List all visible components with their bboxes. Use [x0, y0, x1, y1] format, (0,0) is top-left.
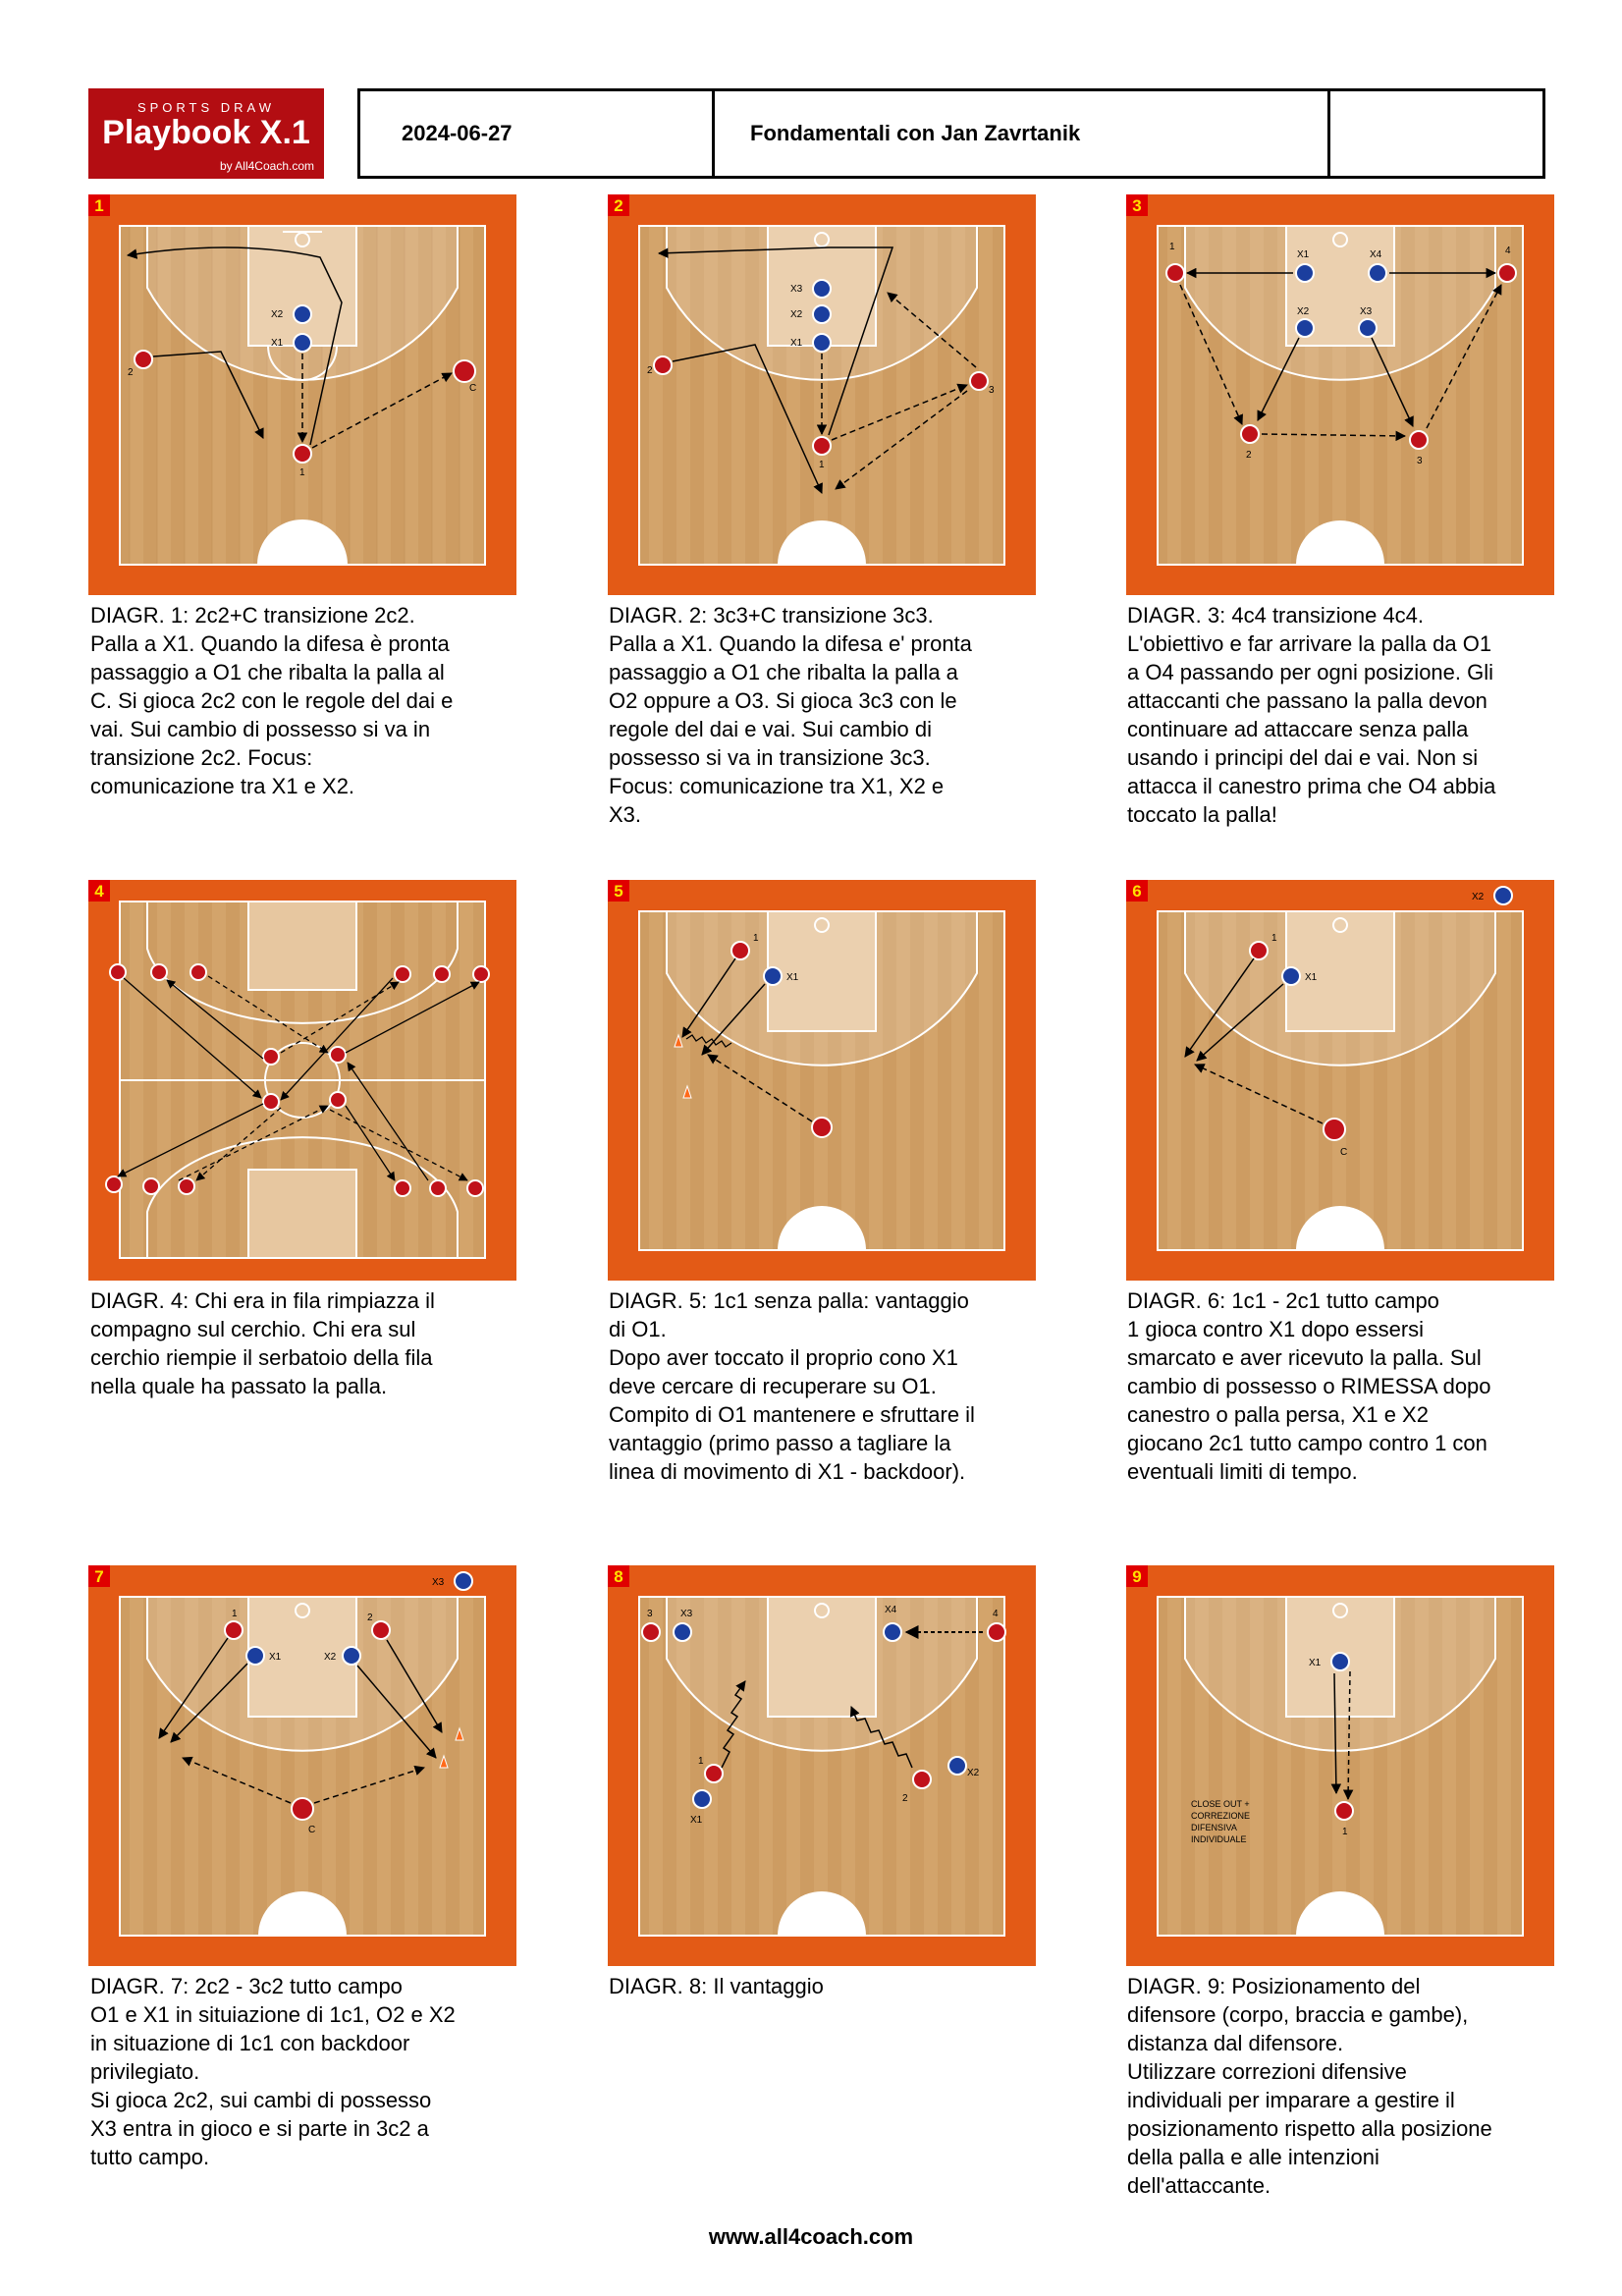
- player-x2: [294, 305, 311, 323]
- caption-9: DIAGR. 9: Posizionamento del difensore (corpo, braccia e gambe), distanza dal difensore. Utilizzare correzioni difensive individuali per imparare a gestire il posizionamento rispetto alla posizione della palla e alle intenzioni dell'attaccante.: [1127, 1974, 1492, 2198]
- player-x2: [948, 1757, 966, 1775]
- note-line-2: CORREZIONE: [1191, 1811, 1251, 1821]
- label-x2: X2: [967, 1768, 980, 1778]
- label-x3: X3: [1360, 306, 1373, 317]
- diagram-4: [88, 880, 516, 1281]
- header-extra-box: [1327, 88, 1545, 179]
- caption-4: DIAGR. 4: Chi era in fila rimpiazza il compagno sul cerchio. Chi era sul cerchio riempie il serbatoio della fila nella quale ha passato la palla.: [90, 1288, 435, 1398]
- caption-7: DIAGR. 7: 2c2 - 3c2 tutto campo O1 e X1 in situiazione di 1c1, O2 e X2 in situazione di 1c1 con backdoor privilegiato. Si gioca 2c2, sui cambi di possesso X3 entra in gioco e si parte in 3c2 a tutto campo.: [90, 1974, 456, 2169]
- label-x1: X1: [1297, 249, 1310, 260]
- players-top-right: [395, 966, 489, 982]
- header-title-box: [712, 88, 1330, 179]
- player-c: [1324, 1119, 1345, 1140]
- caption-8: DIAGR. 8: Il vantaggio: [609, 1974, 824, 1998]
- label-2: 2: [902, 1793, 908, 1804]
- label-3: 3: [647, 1609, 653, 1619]
- logo-top-text: SPORTS DRAW: [136, 100, 276, 115]
- player-x3: [455, 1572, 472, 1590]
- player-x2: [813, 305, 831, 323]
- label-2: 2: [647, 365, 653, 376]
- diagram-9: [1126, 1565, 1554, 1966]
- player-2: [654, 356, 672, 374]
- player-1: [294, 445, 311, 463]
- player-2: [135, 351, 152, 368]
- label-x1: X1: [690, 1815, 703, 1826]
- note-line-4: INDIVIDUALE: [1191, 1834, 1247, 1844]
- player-2: [372, 1621, 390, 1639]
- player-x1: [1282, 967, 1300, 985]
- player-x1: [813, 334, 831, 352]
- player-2: [1241, 425, 1259, 443]
- player-4: [1498, 264, 1516, 282]
- label-x2: X2: [324, 1652, 337, 1663]
- diagram-number: 3: [1132, 196, 1142, 215]
- label-x1: X1: [790, 338, 803, 349]
- label-x4: X4: [1370, 249, 1382, 260]
- paint-top: [248, 902, 356, 990]
- label-1: 1: [819, 460, 825, 470]
- diagram-number: 6: [1132, 882, 1142, 901]
- label-x2: X2: [271, 309, 284, 320]
- player-x3: [813, 280, 831, 298]
- footer-url[interactable]: www.all4coach.com: [708, 2224, 914, 2249]
- label-1: 1: [1271, 933, 1277, 944]
- label-x2: X2: [1472, 892, 1485, 902]
- label-4: 4: [1505, 246, 1511, 256]
- label-2: 2: [1246, 450, 1252, 461]
- player-1: [1166, 264, 1184, 282]
- label-x1: X1: [269, 1652, 282, 1663]
- label-x1: X1: [1305, 972, 1318, 983]
- label-c: C: [308, 1825, 316, 1835]
- player-x1: [294, 334, 311, 352]
- player-1: [1250, 942, 1268, 959]
- player-1: [813, 437, 831, 455]
- logo-by-text: by All4Coach.com: [219, 159, 314, 173]
- player-x3: [1359, 319, 1377, 337]
- player-x2: [343, 1647, 360, 1665]
- caption-6: DIAGR. 6: 1c1 - 2c1 tutto campo 1 gioca contro X1 dopo essersi smarcato e aver ricevuto la palla. Sul cambio di possesso o RIMESSA dopo canestro o palla persa, X1 e X2 giocano 2c1 tutto campo contro 1 con eventuali limiti di tempo.: [1127, 1288, 1491, 1484]
- label-1: 1: [753, 933, 759, 944]
- header-date-box: [357, 88, 715, 179]
- players-top-left: [110, 964, 206, 980]
- label-x2: X2: [790, 309, 803, 320]
- logo-name: Playbook X.1: [102, 114, 310, 151]
- player-x3: [674, 1623, 691, 1641]
- label-1: 1: [1342, 1827, 1348, 1837]
- label-x2: X2: [1297, 306, 1310, 317]
- player-x1: [1296, 264, 1314, 282]
- label-4: 4: [993, 1609, 999, 1619]
- paint-bottom: [248, 1170, 356, 1258]
- diagram-5: [608, 880, 1036, 1281]
- label-x3: X3: [680, 1609, 693, 1619]
- label-c: C: [1340, 1147, 1348, 1158]
- player-x2: [1296, 319, 1314, 337]
- player-x2: [1494, 887, 1512, 904]
- label-x1: X1: [271, 338, 284, 349]
- diagram-2: [608, 194, 1036, 595]
- player-x1: [246, 1647, 264, 1665]
- caption-5: DIAGR. 5: 1c1 senza palla: vantaggio di O1. Dopo aver toccato il proprio cono X1 deve cercare di recuperare su O1. Compito di O1 mantenere e sfruttare il vantaggio (primo passo a tagliare la linea di movimento di X1 - backdoor).: [609, 1288, 975, 1484]
- diagram-8: [608, 1565, 1036, 1966]
- label-2: 2: [128, 367, 134, 378]
- player-3: [1410, 431, 1428, 449]
- player-x4: [884, 1623, 901, 1641]
- diagram-6: [1126, 880, 1554, 1281]
- player-3: [642, 1623, 660, 1641]
- player-1: [705, 1765, 723, 1782]
- label-x3: X3: [790, 284, 803, 295]
- label-x3: X3: [432, 1577, 445, 1588]
- label-3: 3: [989, 385, 995, 396]
- label-x1: X1: [786, 972, 799, 983]
- player-x1: [764, 967, 782, 985]
- diagram-number: 2: [614, 196, 623, 215]
- player-1: [731, 942, 749, 959]
- player-3: [970, 372, 988, 390]
- label-1: 1: [232, 1609, 238, 1619]
- note-line-1: CLOSE OUT +: [1191, 1799, 1250, 1809]
- label-x4: X4: [885, 1605, 897, 1615]
- player-4: [988, 1623, 1005, 1641]
- header-date: 2024-06-27: [402, 121, 513, 145]
- player-1: [1335, 1802, 1353, 1820]
- player-1: [225, 1621, 243, 1639]
- player-x1: [693, 1790, 711, 1808]
- player-c: [292, 1798, 313, 1820]
- label-1: 1: [698, 1756, 704, 1767]
- label-1: 1: [299, 467, 305, 478]
- caption-2: DIAGR. 2: 3c3+C transizione 3c3. Palla a X1. Quando la difesa e' pronta passaggio a O1 che ribalta la palla a O2 oppure a O3. Si gioca 3c3 con le regole del dai e vai. Sui cambio di possesso si va in transizione 3c3. Focus: comunicazione tra X1, X2 e X3.: [609, 603, 972, 827]
- diagram-number: 7: [94, 1567, 104, 1586]
- header-title: Fondamentali con Jan Zavrtanik: [750, 121, 1081, 145]
- diagram-1: [88, 194, 516, 595]
- diagram-number: 4: [94, 882, 104, 901]
- caption-1: DIAGR. 1: 2c2+C transizione 2c2. Palla a X1. Quando la difesa è pronta passaggio a O1 che ribalta la palla al C. Si gioca 2c2 con le regole del dai e vai. Sui cambio di possesso si va in transizione 2c2. Focus: comunicazione tra X1 e X2.: [90, 603, 454, 798]
- player-x4: [1369, 264, 1386, 282]
- player-ball: [812, 1118, 832, 1137]
- players-bottom-right: [395, 1180, 483, 1196]
- label-x1: X1: [1309, 1658, 1322, 1668]
- label-c: C: [469, 383, 477, 394]
- label-1: 1: [1169, 242, 1175, 252]
- diagram-number: 1: [94, 196, 104, 215]
- playbook-logo: [88, 88, 324, 179]
- diagram-number: 9: [1132, 1567, 1142, 1586]
- diagram-number: 8: [614, 1567, 623, 1586]
- label-3: 3: [1417, 456, 1423, 466]
- diagram-7: [88, 1565, 516, 1966]
- player-c: [454, 360, 475, 382]
- diagram-number: 5: [614, 882, 623, 901]
- player-2: [913, 1771, 931, 1788]
- caption-3: DIAGR. 3: 4c4 transizione 4c4. L'obiettivo e far arrivare la palla da O1 a O4 passando per ogni posizione. Gli attaccanti che passano la palla devon continuare ad attaccare senza palla usando i principi del dai e vai. Non si attacca il canestro prima che O4 abbia toccato la palla!: [1127, 603, 1496, 827]
- label-2: 2: [367, 1613, 373, 1623]
- note-line-3: DIFENSIVA: [1191, 1823, 1237, 1832]
- player-x1: [1331, 1653, 1349, 1670]
- diagram-3: [1126, 194, 1554, 595]
